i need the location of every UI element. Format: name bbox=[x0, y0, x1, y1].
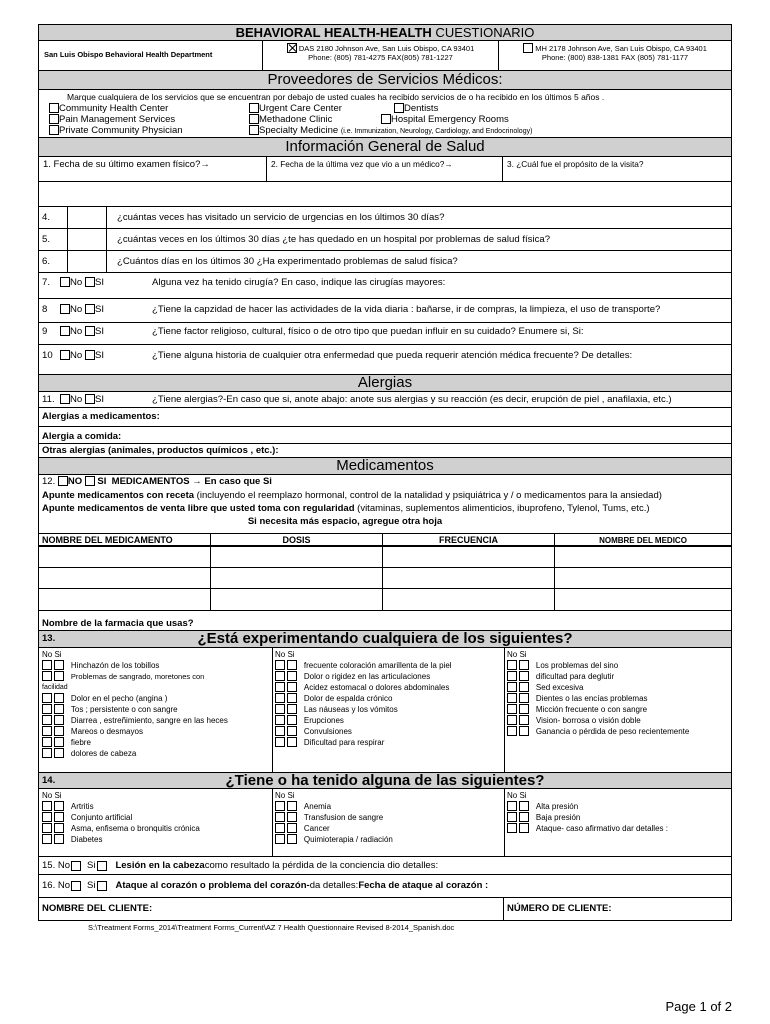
checkbox[interactable] bbox=[519, 823, 529, 833]
condition-item[interactable]: Ataque- caso afirmativo dar detalles : bbox=[507, 823, 668, 834]
provider-option[interactable]: Community Health Center bbox=[49, 103, 183, 114]
symptom-item[interactable]: Erupciones bbox=[275, 715, 452, 726]
das-checkbox[interactable] bbox=[287, 43, 297, 53]
checkbox[interactable] bbox=[42, 834, 52, 844]
symptom-item[interactable]: Acidez estomacal o dolores abdominales bbox=[275, 682, 452, 693]
provider-option[interactable]: Urgent Care Center bbox=[249, 103, 532, 114]
checkbox[interactable] bbox=[287, 726, 297, 736]
question-7: 7. No SI Alguna vez ha tenido cirugía? En caso, indique las cirugías mayores: bbox=[38, 273, 732, 299]
symptom-item[interactable]: frecuente coloración amarillenta de la piel bbox=[275, 660, 452, 671]
symptom-item[interactable]: Micción frecuente o con sangre bbox=[507, 704, 689, 715]
checkbox[interactable] bbox=[507, 823, 517, 833]
pharmacy-field[interactable]: Nombre de la farmacia que usas? bbox=[38, 611, 732, 631]
symptom-item[interactable]: Los problemas del sino bbox=[507, 660, 689, 671]
checkbox[interactable] bbox=[507, 726, 517, 736]
visit-purpose-field[interactable]: 3. ¿Cuál fue el propósito de la visita? bbox=[507, 159, 644, 169]
address-row bbox=[38, 41, 732, 71]
q15-si[interactable] bbox=[97, 861, 107, 871]
q4-count-box[interactable] bbox=[67, 207, 107, 228]
checkbox[interactable] bbox=[49, 103, 59, 113]
providers-heading: Proveedores de Servicios Médicos: bbox=[38, 71, 732, 90]
q16-si[interactable] bbox=[97, 881, 107, 891]
col-frequency: FRECUENCIA bbox=[383, 534, 555, 547]
symptom-item[interactable]: dificultad para deglutir bbox=[507, 671, 689, 682]
checkbox[interactable] bbox=[519, 812, 529, 822]
checkbox[interactable] bbox=[519, 671, 529, 681]
checkbox[interactable] bbox=[287, 682, 297, 692]
checkbox[interactable] bbox=[275, 704, 285, 714]
checkbox[interactable] bbox=[275, 726, 285, 736]
symptom-item[interactable]: Vision- borrosa o visión doble bbox=[507, 715, 689, 726]
form-title: BEHAVIORAL HEALTH-HEALTH CUESTIONARIO bbox=[38, 24, 732, 41]
checkbox[interactable] bbox=[54, 812, 64, 822]
checkbox[interactable] bbox=[275, 693, 285, 703]
general-dates-row bbox=[38, 156, 732, 182]
checkbox[interactable] bbox=[287, 834, 297, 844]
checkbox[interactable] bbox=[507, 671, 517, 681]
checkbox[interactable] bbox=[507, 682, 517, 692]
checkbox[interactable] bbox=[49, 125, 59, 135]
symptom-item[interactable]: Dolor en el pecho (angina ) bbox=[42, 693, 228, 704]
client-row bbox=[38, 898, 732, 921]
department-name: San Luis Obispo Behavioral Health Department bbox=[39, 41, 263, 70]
providers-section: Marque cualquiera de los servicios que se encuentran por debajo de usted cuales ha recibido servicios de o ha recibido en los últimos 5 años . Community Health Center Pain Management Services Private Community Physician Urgent Care Center Methadone Clinic Specialty Medicine (i.e. Immunization, Neurology, Cardiology, and Endocrinology) Dentists Hospital Emergency Rooms bbox=[38, 90, 732, 138]
checkbox[interactable] bbox=[287, 693, 297, 703]
symptom-item[interactable]: Ganancia o pérdida de peso recientemente bbox=[507, 726, 689, 737]
checkbox[interactable] bbox=[42, 823, 52, 833]
checkbox[interactable] bbox=[287, 812, 297, 822]
checkbox[interactable] bbox=[507, 704, 517, 714]
checkbox[interactable] bbox=[287, 823, 297, 833]
symptom-item[interactable]: Sed excesiva bbox=[507, 682, 689, 693]
question-9: 9 No SI ¿Tiene factor religioso, cultural, físico o de otro tipo que puedan influir en su cuidado? Enumere si, Si: bbox=[38, 323, 732, 345]
checkbox[interactable] bbox=[42, 715, 52, 725]
checkbox[interactable] bbox=[519, 801, 529, 811]
q8-si[interactable] bbox=[85, 304, 95, 314]
q14-heading: 14. ¿Tiene o ha tenido alguna de las siguientes? bbox=[38, 773, 732, 789]
symptom-item[interactable]: Dolor de espalda crónico bbox=[275, 693, 452, 704]
checkbox[interactable] bbox=[54, 823, 64, 833]
checkbox[interactable] bbox=[275, 823, 285, 833]
condition-item[interactable]: Transfusion de sangre bbox=[275, 812, 393, 823]
general-heading: Información General de Salud bbox=[38, 138, 732, 156]
checkbox[interactable] bbox=[519, 682, 529, 692]
medications-table bbox=[38, 533, 732, 611]
checkbox[interactable] bbox=[249, 114, 259, 124]
checkbox[interactable] bbox=[275, 671, 285, 681]
checkbox[interactable] bbox=[287, 671, 297, 681]
checkbox[interactable] bbox=[275, 660, 285, 670]
question-6: 6. ¿Cuántos días en los últimos 30 ¿Ha experimentado problemas de salud física? bbox=[38, 251, 732, 273]
symptom-item[interactable]: Dientes o las encías problemas bbox=[507, 693, 689, 704]
q9-no[interactable] bbox=[60, 326, 70, 336]
provider-option[interactable]: Methadone Clinic bbox=[249, 114, 532, 125]
checkbox[interactable] bbox=[54, 726, 64, 736]
checkbox[interactable] bbox=[42, 660, 52, 670]
checkbox[interactable] bbox=[275, 715, 285, 725]
checkbox[interactable] bbox=[287, 737, 297, 747]
checkbox[interactable] bbox=[275, 737, 285, 747]
condition-item[interactable]: Diabetes bbox=[42, 834, 200, 845]
symptom-item[interactable]: Dificultad para respirar bbox=[275, 737, 452, 748]
table-row[interactable] bbox=[39, 547, 732, 568]
checkbox[interactable] bbox=[249, 103, 259, 113]
checkbox[interactable] bbox=[54, 737, 64, 747]
checkbox[interactable] bbox=[42, 748, 52, 758]
checkbox[interactable] bbox=[507, 801, 517, 811]
checkbox[interactable] bbox=[275, 682, 285, 692]
question-8: 8 No SI ¿Tiene la capzidad de hacer las actividades de la vida diaria : bañarse, ir de compras, la limpieza, el uso de transporte? bbox=[38, 299, 732, 323]
symptom-item[interactable]: Hinchazón de los tobillos bbox=[42, 660, 228, 671]
symptom-item[interactable]: Tos ; persistente o con sangre bbox=[42, 704, 228, 715]
q7-si[interactable] bbox=[85, 277, 95, 287]
allergy-other-field[interactable]: Otras alergias (animales, productos químicos , etc.): bbox=[38, 444, 732, 458]
page-number: Page 1 of 2 bbox=[665, 999, 732, 1014]
table-row[interactable] bbox=[39, 568, 732, 589]
q10-no[interactable] bbox=[60, 350, 70, 360]
last-doctor-field[interactable]: 2. Fecha de la última vez que vio a un médico?→ bbox=[267, 157, 503, 181]
checkbox[interactable] bbox=[42, 671, 52, 681]
mh-address[interactable]: MH 2178 Johnson Ave, San Luis Obispo, CA 93401 Phone: (800) 838-1381 FAX (805) 781-1177 bbox=[499, 41, 731, 70]
condition-item[interactable]: Anemia bbox=[275, 801, 393, 812]
checkbox[interactable] bbox=[519, 693, 529, 703]
condition-item[interactable]: Alta presión bbox=[507, 801, 668, 812]
symptom-item[interactable]: Mareos o desmayos bbox=[42, 726, 228, 737]
col-doctor: NOMBRE DEL MEDICO bbox=[555, 534, 732, 547]
symptom-item[interactable]: Diarrea , estreñimiento, sangre en las heces bbox=[42, 715, 228, 726]
checkbox[interactable] bbox=[54, 801, 64, 811]
q10-si[interactable] bbox=[85, 350, 95, 360]
checkbox[interactable] bbox=[287, 715, 297, 725]
symptom-item[interactable]: Convulsiones bbox=[275, 726, 452, 737]
question-11: 11. No SI ¿Tiene alergias?-En caso que si, anote abajo: anote sus alergias y su reacción (es decir, erupción de piel , anafilaxia, etc.) bbox=[38, 392, 732, 408]
col-dose: DOSIS bbox=[211, 534, 383, 547]
checkbox[interactable] bbox=[42, 726, 52, 736]
q7-no[interactable] bbox=[60, 277, 70, 287]
allergy-food-field[interactable]: Alergia a comida: bbox=[38, 427, 732, 444]
checkbox[interactable] bbox=[42, 737, 52, 747]
q12-si[interactable] bbox=[85, 476, 95, 486]
symptom-item[interactable]: Dolor o rigidez en las articulaciones bbox=[275, 671, 452, 682]
condition-item[interactable]: Cancer bbox=[275, 823, 393, 834]
provider-option[interactable]: Pain Management Services bbox=[49, 114, 183, 125]
meds-section: 12. NO SI MEDICAMENTOS → En caso que Si Apunte medicamentos con receta (incluyendo el reemplazo hormonal, control de la natalidad y psiquiátrica y / o medicamentos para la ansiedad) Apunte medicamentos de venta libre que usted toma con regularidad (vitaminas, suplementos alimenticios, ibuprofeno, Tylenol, Tums, etc.) Si necesita más espacio, agregue otra hoja bbox=[38, 475, 732, 546]
condition-item[interactable]: Artritis bbox=[42, 801, 200, 812]
question-4: 4. ¿cuántas veces has visitado un servicio de urgencias en los últimos 30 días? bbox=[38, 206, 732, 229]
checkbox[interactable] bbox=[519, 715, 529, 725]
checkbox[interactable] bbox=[54, 834, 64, 844]
provider-option[interactable]: Specialty Medicine (i.e. Immunization, Neurology, Cardiology, and Endocrinology) bbox=[249, 125, 532, 137]
mh-checkbox[interactable] bbox=[523, 43, 533, 53]
col-medication: NOMBRE DEL MEDICAMENTO bbox=[39, 534, 211, 547]
q16-no[interactable] bbox=[71, 881, 81, 891]
checkbox[interactable] bbox=[287, 704, 297, 714]
checkbox[interactable] bbox=[42, 693, 52, 703]
condition-item[interactable]: Asma, enfisema o bronquitis crónica bbox=[42, 823, 200, 834]
checkbox[interactable] bbox=[54, 704, 64, 714]
checkbox[interactable] bbox=[507, 693, 517, 703]
checkbox[interactable] bbox=[381, 114, 391, 124]
client-name-field[interactable]: NOMBRE DEL CLIENTE: bbox=[39, 898, 504, 920]
checkbox[interactable] bbox=[54, 748, 64, 758]
client-number-field[interactable]: NÚMERO DE CLIENTE: bbox=[507, 903, 612, 914]
symptom-item[interactable]: Problemas de sangrado, moretones con bbox=[42, 671, 228, 682]
form bbox=[38, 24, 732, 1014]
checkbox[interactable] bbox=[519, 660, 529, 670]
question-16: 16. No Si Ataque al corazón o problema del corazón- da detalles: Fecha de ataque al corazón : bbox=[38, 875, 732, 898]
checkbox[interactable] bbox=[54, 671, 64, 681]
file-path: S:\Treatment Forms_2014\Treatment Forms_Current\AZ 7 Health Questionnaire Revised 8-2014_Spanish.doc bbox=[88, 923, 455, 932]
checkbox[interactable] bbox=[249, 125, 259, 135]
das-address[interactable]: DAS 2180 Johnson Ave, San Luis Obispo, CA 93401 Phone: (805) 781-4275 FAX(805) 781-1227 bbox=[263, 41, 499, 70]
checkbox[interactable] bbox=[54, 715, 64, 725]
q8-no[interactable] bbox=[60, 304, 70, 314]
allergy-medications-field[interactable]: Alergias a medicamentos: bbox=[38, 408, 732, 427]
checkbox[interactable] bbox=[507, 715, 517, 725]
meds-heading: Medicamentos bbox=[38, 458, 732, 475]
provider-option[interactable]: Hospital Emergency Rooms bbox=[381, 114, 509, 125]
checkbox[interactable] bbox=[287, 660, 297, 670]
question-5: 5. ¿cuántas veces en los últimos 30 días ¿te has quedado en un hospital por problemas de salud física? bbox=[38, 229, 732, 251]
table-row[interactable] bbox=[39, 589, 732, 611]
checkbox[interactable] bbox=[42, 812, 52, 822]
question-15: 15. No Si Lesión en la cabeza como resultado la pérdida de la conciencia dio detalles: bbox=[38, 857, 732, 875]
q13-heading: 13. ¿Está experimentando cualquiera de los siguientes? bbox=[38, 631, 732, 648]
q6-count-box[interactable] bbox=[67, 251, 107, 272]
provider-option[interactable]: Dentists bbox=[381, 103, 509, 114]
q13-section: No Si Hinchazón de los tobillos Problemas de sangrado, moretones con facilidad Dolor en el pecho (angina ) Tos ; persistente o con sangre Diarrea , estreñimiento, sangre en las heces Mareos o desmayos fiebre dolores de cabeza No Si frecuente coloración amarillenta de la piel Dolor o rigidez en las articulaciones Acidez estomacal o dolores abdominales Dolor de espalda crónico Las náuseas y los vómitos Erupciones Convulsiones Dificultad para respirar No Si Los problemas del sino dificultad para deglutir Sed excesiva Dientes o las encías problemas Micción frecuente o con sangre Vision- borrosa o visión doble Ganancia o pérdida de peso recientemente bbox=[38, 648, 732, 773]
checkbox[interactable] bbox=[275, 801, 285, 811]
q12-no[interactable] bbox=[58, 476, 68, 486]
checkbox[interactable] bbox=[275, 834, 285, 844]
checkbox[interactable] bbox=[507, 660, 517, 670]
checkbox[interactable] bbox=[287, 801, 297, 811]
last-physical-field[interactable]: 1. Fecha de su último examen físico?→ bbox=[39, 157, 267, 181]
symptom-item[interactable]: dolores de cabeza bbox=[42, 748, 228, 759]
checkbox[interactable] bbox=[42, 801, 52, 811]
checkbox[interactable] bbox=[519, 726, 529, 736]
checkbox[interactable] bbox=[54, 693, 64, 703]
q15-no[interactable] bbox=[71, 861, 81, 871]
checkbox[interactable] bbox=[275, 812, 285, 822]
checkbox[interactable] bbox=[49, 114, 59, 124]
q5-count-box[interactable] bbox=[67, 229, 107, 250]
checkbox[interactable] bbox=[54, 660, 64, 670]
provider-option[interactable]: Private Community Physician bbox=[49, 125, 183, 136]
symptom-item[interactable]: Las náuseas y los vómitos bbox=[275, 704, 452, 715]
checkbox[interactable] bbox=[42, 704, 52, 714]
checkbox[interactable] bbox=[507, 812, 517, 822]
q14-section: No Si Artritis Conjunto artificial Asma, enfisema o bronquitis crónica Diabetes No Si Anemia Transfusion de sangre Cancer Quimioterapia / radiación No Si Alta presión Baja presión Ataque- caso afirmativo dar detalles : bbox=[38, 789, 732, 857]
checkbox[interactable] bbox=[519, 704, 529, 714]
condition-item[interactable]: Baja presión bbox=[507, 812, 668, 823]
q11-no[interactable] bbox=[60, 394, 70, 404]
question-10: 10 No SI ¿Tiene alguna historia de cualquier otra enfermedad que pueda requerir atención médica frecuente? De detalles: bbox=[38, 345, 732, 375]
condition-item[interactable]: Quimioterapia / radiación bbox=[275, 834, 393, 845]
q11-si[interactable] bbox=[85, 394, 95, 404]
q9-si[interactable] bbox=[85, 326, 95, 336]
allergies-heading: Alergias bbox=[38, 375, 732, 392]
symptom-item[interactable]: fiebre bbox=[42, 737, 228, 748]
condition-item[interactable]: Conjunto artificial bbox=[42, 812, 200, 823]
checkbox[interactable] bbox=[394, 103, 404, 113]
